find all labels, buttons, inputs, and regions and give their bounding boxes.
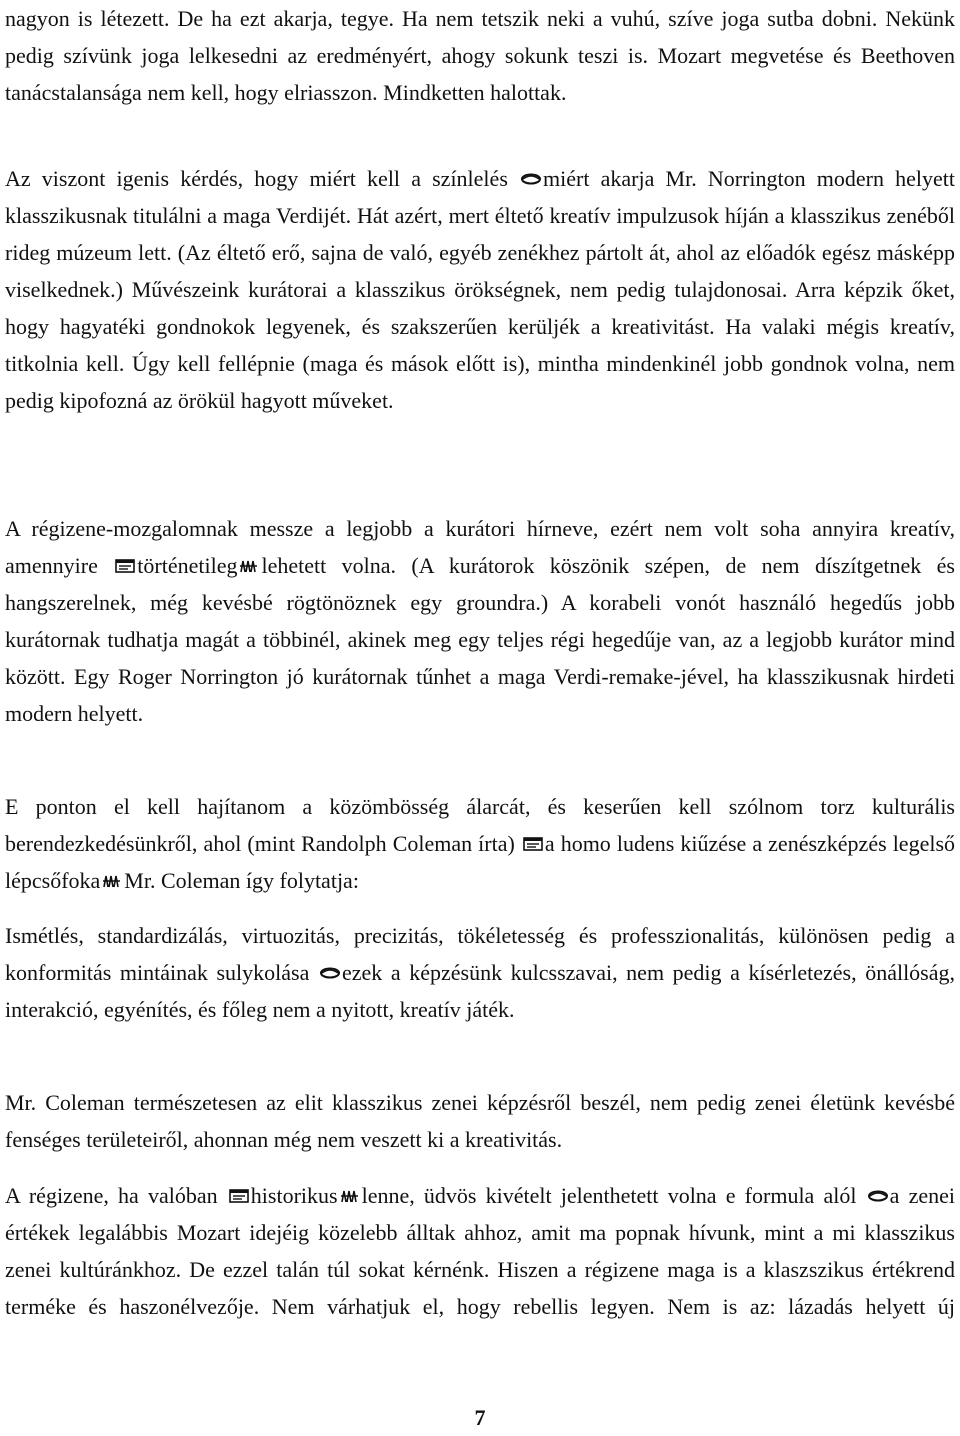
text-run: Az viszont igenis kérdés, hogy miért kell a színlelés bbox=[5, 166, 520, 191]
text-run: Mr. Coleman így folytatja: bbox=[124, 868, 359, 893]
paragraph-2 bbox=[5, 160, 955, 419]
open-quote-glyph-icon bbox=[522, 836, 544, 852]
text-run: A régizene, ha valóban bbox=[5, 1183, 227, 1208]
open-quote-glyph-icon bbox=[228, 1188, 250, 1204]
text-run: E ponton el kell hajítanom a közömbösség álarcát, és keserűen kell szólnom torz kulturális berendezkedésünkről, ahol (mint Randolph Coleman írta) bbox=[5, 794, 955, 856]
text-run: nagyon is létezett. De ha ezt akarja, tegye. Ha nem tetszik neki a vuhú, szíve joga sutba dobni. Nekünk pedig szívünk joga lelkesedni az eredményért, ahogy sokunk teszi is. Mozart megvetése és Beethoven tanácstalansága nem kell, hogy elriasszon. Mindketten halottak. bbox=[5, 6, 955, 105]
text-run: A régizene-mozgalomnak messze a legjobb a kurátori hírneve, ezért nem volt soha annyira kreatív, amennyire bbox=[5, 516, 955, 578]
paragraph-4 bbox=[5, 788, 955, 899]
paragraph-1 bbox=[5, 0, 955, 111]
text-run: lehetett volna. (A kurátorok köszönik szépen, de nem díszítgetnek és hangszerelnek, még kevésbé rögtönöznek egy groundra.) A korabeli vonót használó hegedűs jobb kurátornak tudhatja magát a többinél, akinek meg egy teljes régi hegedűje van, az a legjobb kurátor mind között. Egy Roger Norrington jó kurátornak tűnhet a maga Verdi-remake-jével, ha klasszikusnak hirdeti modern helyett. bbox=[5, 553, 955, 726]
text-run: lenne, üdvös kivételt jelenthetett volna e formula alól bbox=[361, 1183, 866, 1208]
dash-glyph-icon bbox=[520, 171, 542, 187]
text-run: miért akarja Mr. Norrington modern helyett klasszikusnak titulálni a maga Verdijét. Hát azért, mert éltető kreatív impulzusok híján a klasszikus zenéből rideg múzeum lett. (Az éltető erő, sajna de való, egyéb zenékhez pártolt át, ahol az előadók egész másképp viselkednek.) Művészeink kurátorai a klasszikus örökségnek, nem pedig tulajdonosai. Arra képzik őket, hogy hagyatéki gondnokok legyenek, és szakszerűen kerüljék a kreativitást. Ha valaki mégis kreatív, titkolnia kell. Úgy kell fellépnie (maga és mások előtt is), mintha mindenkinél jobb gondnok volna, nem pedig kipofozná az örökül hagyott műveket. bbox=[5, 166, 956, 413]
dash-glyph-icon bbox=[319, 965, 341, 981]
text-run: ezek a képzésünk kulcsszavai, nem pedig a kísérletezés, önállóság, interakció, egyénítés, és főleg nem a nyitott, kreatív játék. bbox=[5, 960, 956, 1022]
text-run: Mr. Coleman természetesen az elit klasszikus zenei képzésről beszél, nem pedig zenei életünk kevésbé fenséges területeiről, ahonnan még nem veszett ki a kreativitás. bbox=[5, 1090, 955, 1152]
text-run: historikus bbox=[250, 1183, 338, 1208]
close-quote-glyph-icon bbox=[101, 873, 123, 889]
close-quote-glyph-icon bbox=[339, 1188, 361, 1204]
dash-glyph-icon bbox=[867, 1188, 889, 1204]
page-number: 7 bbox=[474, 1405, 486, 1430]
paragraph-3 bbox=[5, 510, 955, 732]
paragraph-6 bbox=[5, 1084, 955, 1158]
paragraph-5 bbox=[5, 917, 955, 1028]
paragraph-7 bbox=[5, 1177, 955, 1325]
text-run: a homo ludens kiűzése a zenészképzés legelső lépcsőfoka bbox=[5, 831, 956, 893]
text-run: történetileg bbox=[137, 553, 238, 578]
open-quote-glyph-icon bbox=[114, 558, 136, 574]
text-run: a zenei értékek legalábbis Mozart idejéig közelebb álltak ahhoz, amit ma popnak hívunk, mint a mi klasszikus zenei kultúránkhoz. De ezzel talán túl sokat kérnénk. Hiszen a régizene maga is a klaszszikus értékrend terméke és haszonélvezője. Nem várhatjuk el, hogy rebellis legyen. Nem is az: lázadás helyett új bbox=[5, 1183, 956, 1319]
text-run: Ismétlés, standardizálás, virtuozitás, precizitás, tökéletesség és professzionalitás, különösen pedig a konformitás mintáinak sulykolása bbox=[5, 923, 955, 985]
close-quote-glyph-icon bbox=[238, 558, 260, 574]
